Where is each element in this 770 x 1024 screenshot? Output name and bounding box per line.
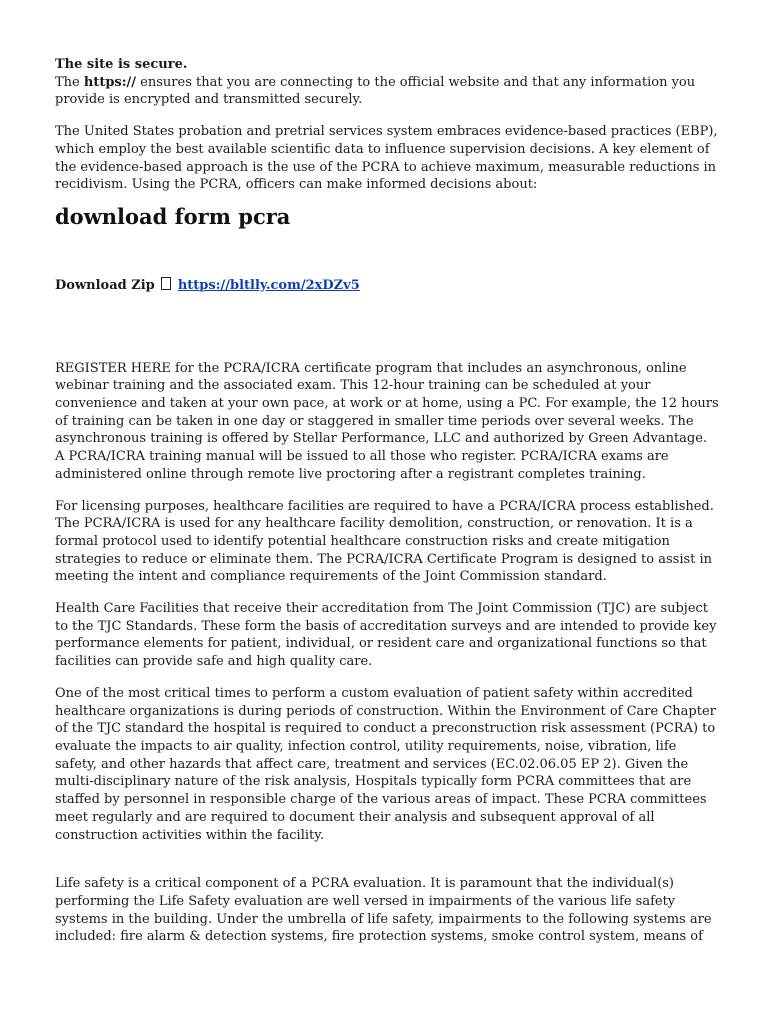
secure-notice-prefix: The [55, 74, 84, 90]
paragraph-register: REGISTER HERE for the PCRA/ICRA certificate program that includes an asynchronous, online webinar training and the associated exam. This 12-hour training can be scheduled at your convenience and taken at your own pace, at work or at home, using a PC. For example, the 12 hours of training can be taken in one day or staggered in smaller time periods over several weeks. The asynchronous training is offered by Stellar Performance, LLC and authorized by Green Advantage. A PCRA/ICRA training manual will be issued to all those who register. PCRA/ICRA exams are administered online through remote live proctoring after a registrant completes training. [55, 360, 719, 482]
secure-notice-text [55, 74, 720, 109]
paragraph-life-safety: Life safety is a critical component of a PCRA evaluation. It is paramount that the individual(s) performing the Life Safety evaluation are well versed in impairments of the various life safety systems in the building. Under the umbrella of life safety, impairments to the following systems are included: fire alarm & detection systems, fire protection systems, smoke control system, means of [55, 876, 712, 945]
missing-glyph-icon [161, 277, 171, 290]
secure-notice-title: The site is secure. [55, 57, 188, 72]
page-title: download form pcra [55, 203, 291, 229]
paragraph-licensing: For licensing purposes, healthcare facilities are required to have a PCRA/ICRA process established. The PCRA/ICRA is used for any healthcare facility demolition, construction, or renovation. It is a formal protocol used to identify potential healthcare construction risks and create mitigation strategies to reduce or eliminate them. The PCRA/ICRA Certificate Program is designed to assist in meeting the intent and compliance requirements of the Joint Commission standard. [55, 498, 714, 585]
document-body [55, 56, 720, 946]
download-line [55, 277, 720, 295]
download-label: Download Zip [55, 277, 155, 293]
intro-paragraph: The United States probation and pretrial services system embraces evidence-based practices (EBP), which employ the best available scientific data to influence supervision decisions. A key element of the evidence-based approach is the use of the PCRA to achieve maximum, measurable reductions in recidivism. Using the PCRA, officers can make informed decisions about: [55, 124, 718, 193]
secure-notice-rest: ensures that you are connecting to the official website and that any information you provide is encrypted and transmitted securely. [55, 74, 696, 108]
paragraph-construction: One of the most critical times to perform a custom evaluation of patient safety within accredited healthcare organizations is during periods of construction. Within the Environment of Care Chapter of the TJC standard the hospital is required to conduct a preconstruction risk assessment (PCRA) to evaluate the impacts to air quality, infection control, utility requirements, noise, vibration, life safety, and other hazards that affect care, treatment and services (EC.02.06.05 EP 2). Given the multi-disciplinary nature of the risk analysis, Hospitals typically form PCRA committees that are staffed by personnel in responsible charge of the various areas of impact. These PCRA committees meet regularly and are required to document their analysis and subsequent approval of all construction activities within the facility. [55, 685, 716, 843]
paragraph-tjc: Health Care Facilities that receive their accreditation from The Joint Commission (TJC) are subject to the TJC Standards. These form the basis of accreditation surveys and are intended to provide key performance elements for patient, individual, or resident care and organizational functions so that facilities can provide safe and high quality care. [55, 601, 717, 670]
download-link[interactable]: https://bltlly.com/2xDZv5 [177, 277, 360, 293]
https-label: https:// [83, 74, 137, 90]
